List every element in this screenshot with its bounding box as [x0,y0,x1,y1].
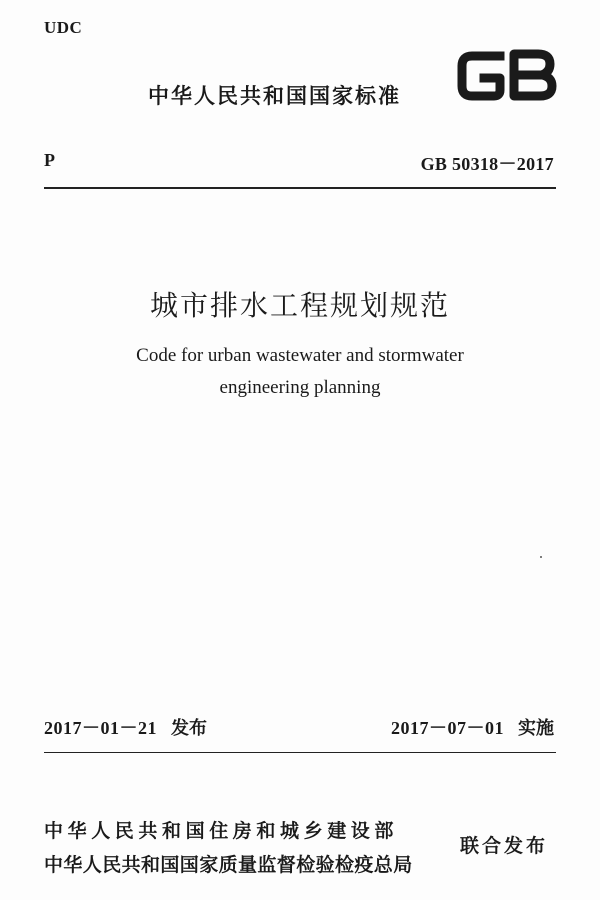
standard-number: GB 50318－2017 [420,154,554,174]
title-english [0,340,600,404]
issuer-ministry-housing: 中华人民共和国住房和城乡建设部 [44,820,399,842]
issue-date: 2017－01－21 [44,718,157,738]
effective-date-block [391,714,554,740]
title-chinese: 城市排水工程规划规范 [149,289,450,322]
effective-label: 实施 [518,718,554,739]
footer-divider [44,752,556,753]
effective-date: 2017－07－01 [391,718,504,738]
gb-logo-icon [452,42,562,108]
national-standard-label: 中华人民共和国国家标准 [148,84,401,108]
issuer-aqsiq: 中华人民共和国国家质量监督检验检疫总局 [44,854,413,876]
joint-issue-label: 联合发布 [460,835,549,857]
print-speck [540,556,542,558]
issue-date-block [44,714,207,740]
header-divider [44,187,556,189]
issue-label: 发布 [171,718,207,739]
classification-code: P [44,150,55,170]
title-english-line-1: Code for urban wastewater and stormwater [136,345,464,366]
title-english-line-2: engineering planning [219,377,381,398]
issuing-authorities [44,814,413,882]
udc-label: UDC [44,18,83,37]
